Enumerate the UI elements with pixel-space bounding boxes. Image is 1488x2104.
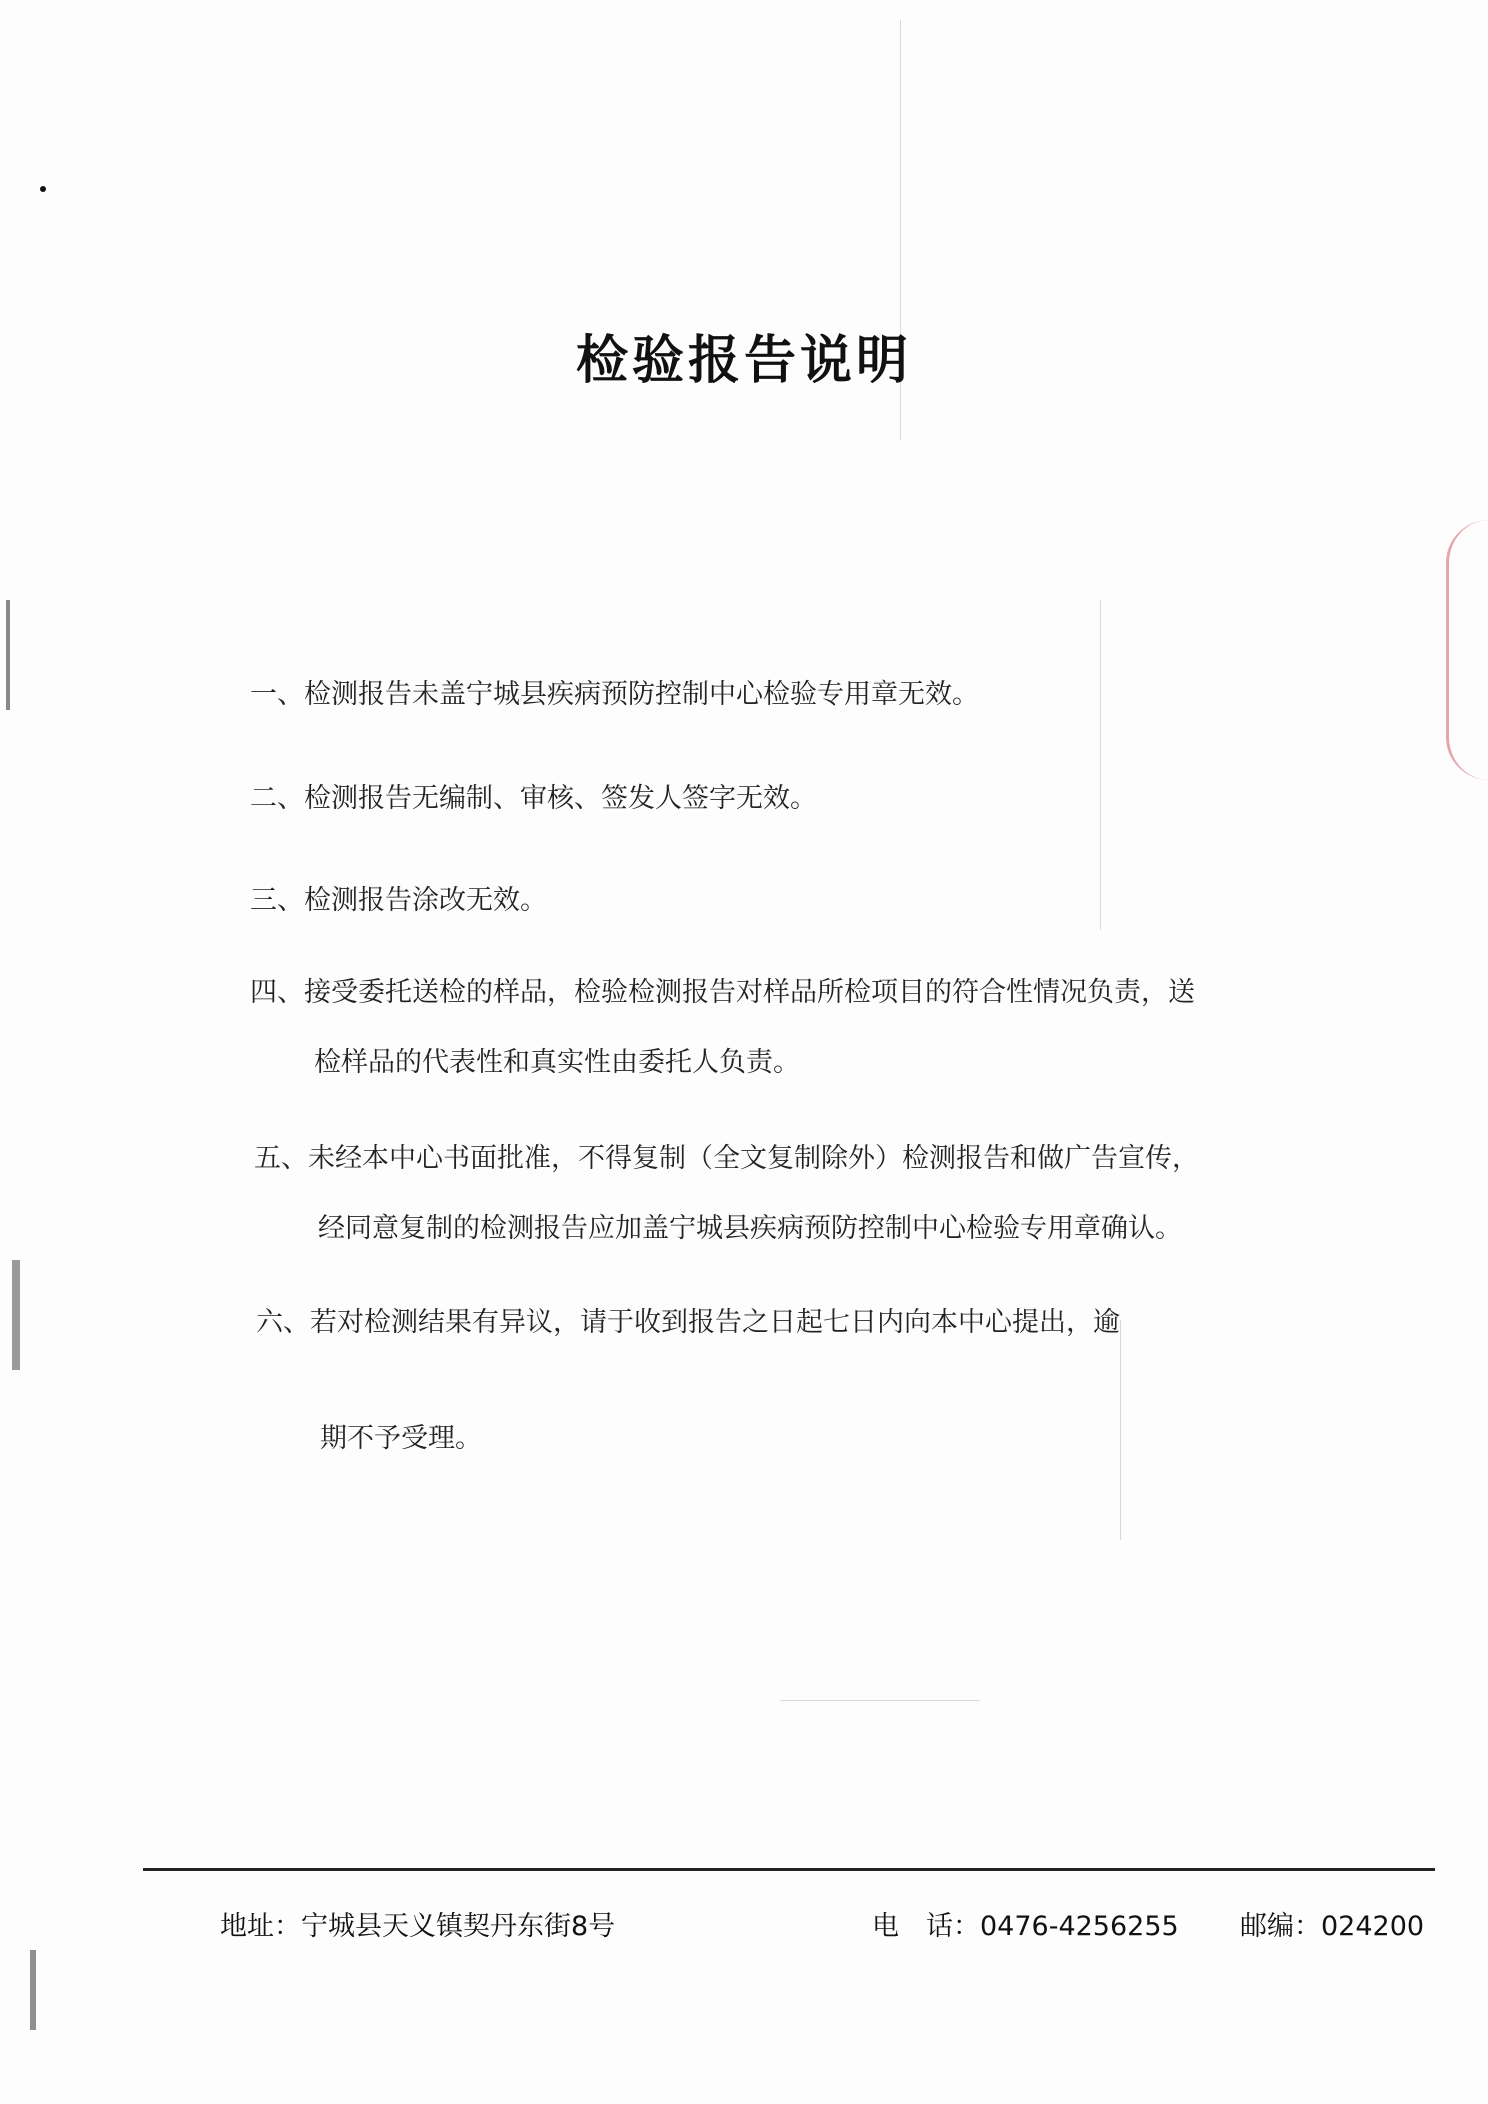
footer-phone: 电 话：0476-4256255	[872, 1911, 1179, 1942]
document-title: 检验报告说明	[575, 331, 912, 391]
clause-2-line-1: 二、检测报告无编制、审核、签发人签字无效。	[250, 783, 817, 814]
footer-postcode: 邮编：024200	[1240, 1911, 1425, 1942]
scan-speck	[40, 186, 46, 192]
clause-4-line-1: 四、接受委托送检的样品，检验检测报告对样品所检项目的符合性情况负责，送	[250, 977, 1195, 1008]
clause-6-line-2: 期不予受理。	[320, 1423, 482, 1454]
red-stamp-edge	[1446, 520, 1488, 780]
footer-divider	[143, 1868, 1435, 1871]
clause-4-line-2: 检样品的代表性和真实性由委托人负责。	[314, 1047, 800, 1078]
clause-3-line-1: 三、检测报告涂改无效。	[250, 885, 547, 916]
show-through-line	[780, 1700, 980, 1701]
scan-edge-mark	[6, 600, 10, 710]
clause-6-line-1: 六、若对检测结果有异议，请于收到报告之日起七日内向本中心提出，逾	[256, 1307, 1120, 1338]
clause-1-line-1: 一、检测报告未盖宁城县疾病预防控制中心检验专用章无效。	[250, 679, 979, 710]
clause-5-line-2: 经同意复制的检测报告应加盖宁城县疾病预防控制中心检验专用章确认。	[318, 1213, 1182, 1244]
show-through-line	[1120, 1320, 1121, 1540]
scan-edge-mark	[12, 1260, 20, 1370]
clause-5-line-1: 五、未经本中心书面批准，不得复制（全文复制除外）检测报告和做广告宣传，	[254, 1143, 1199, 1174]
show-through-line	[1100, 600, 1101, 930]
scan-edge-mark	[30, 1950, 36, 2030]
footer-address: 地址：宁城县天义镇契丹东街8号	[220, 1911, 616, 1942]
